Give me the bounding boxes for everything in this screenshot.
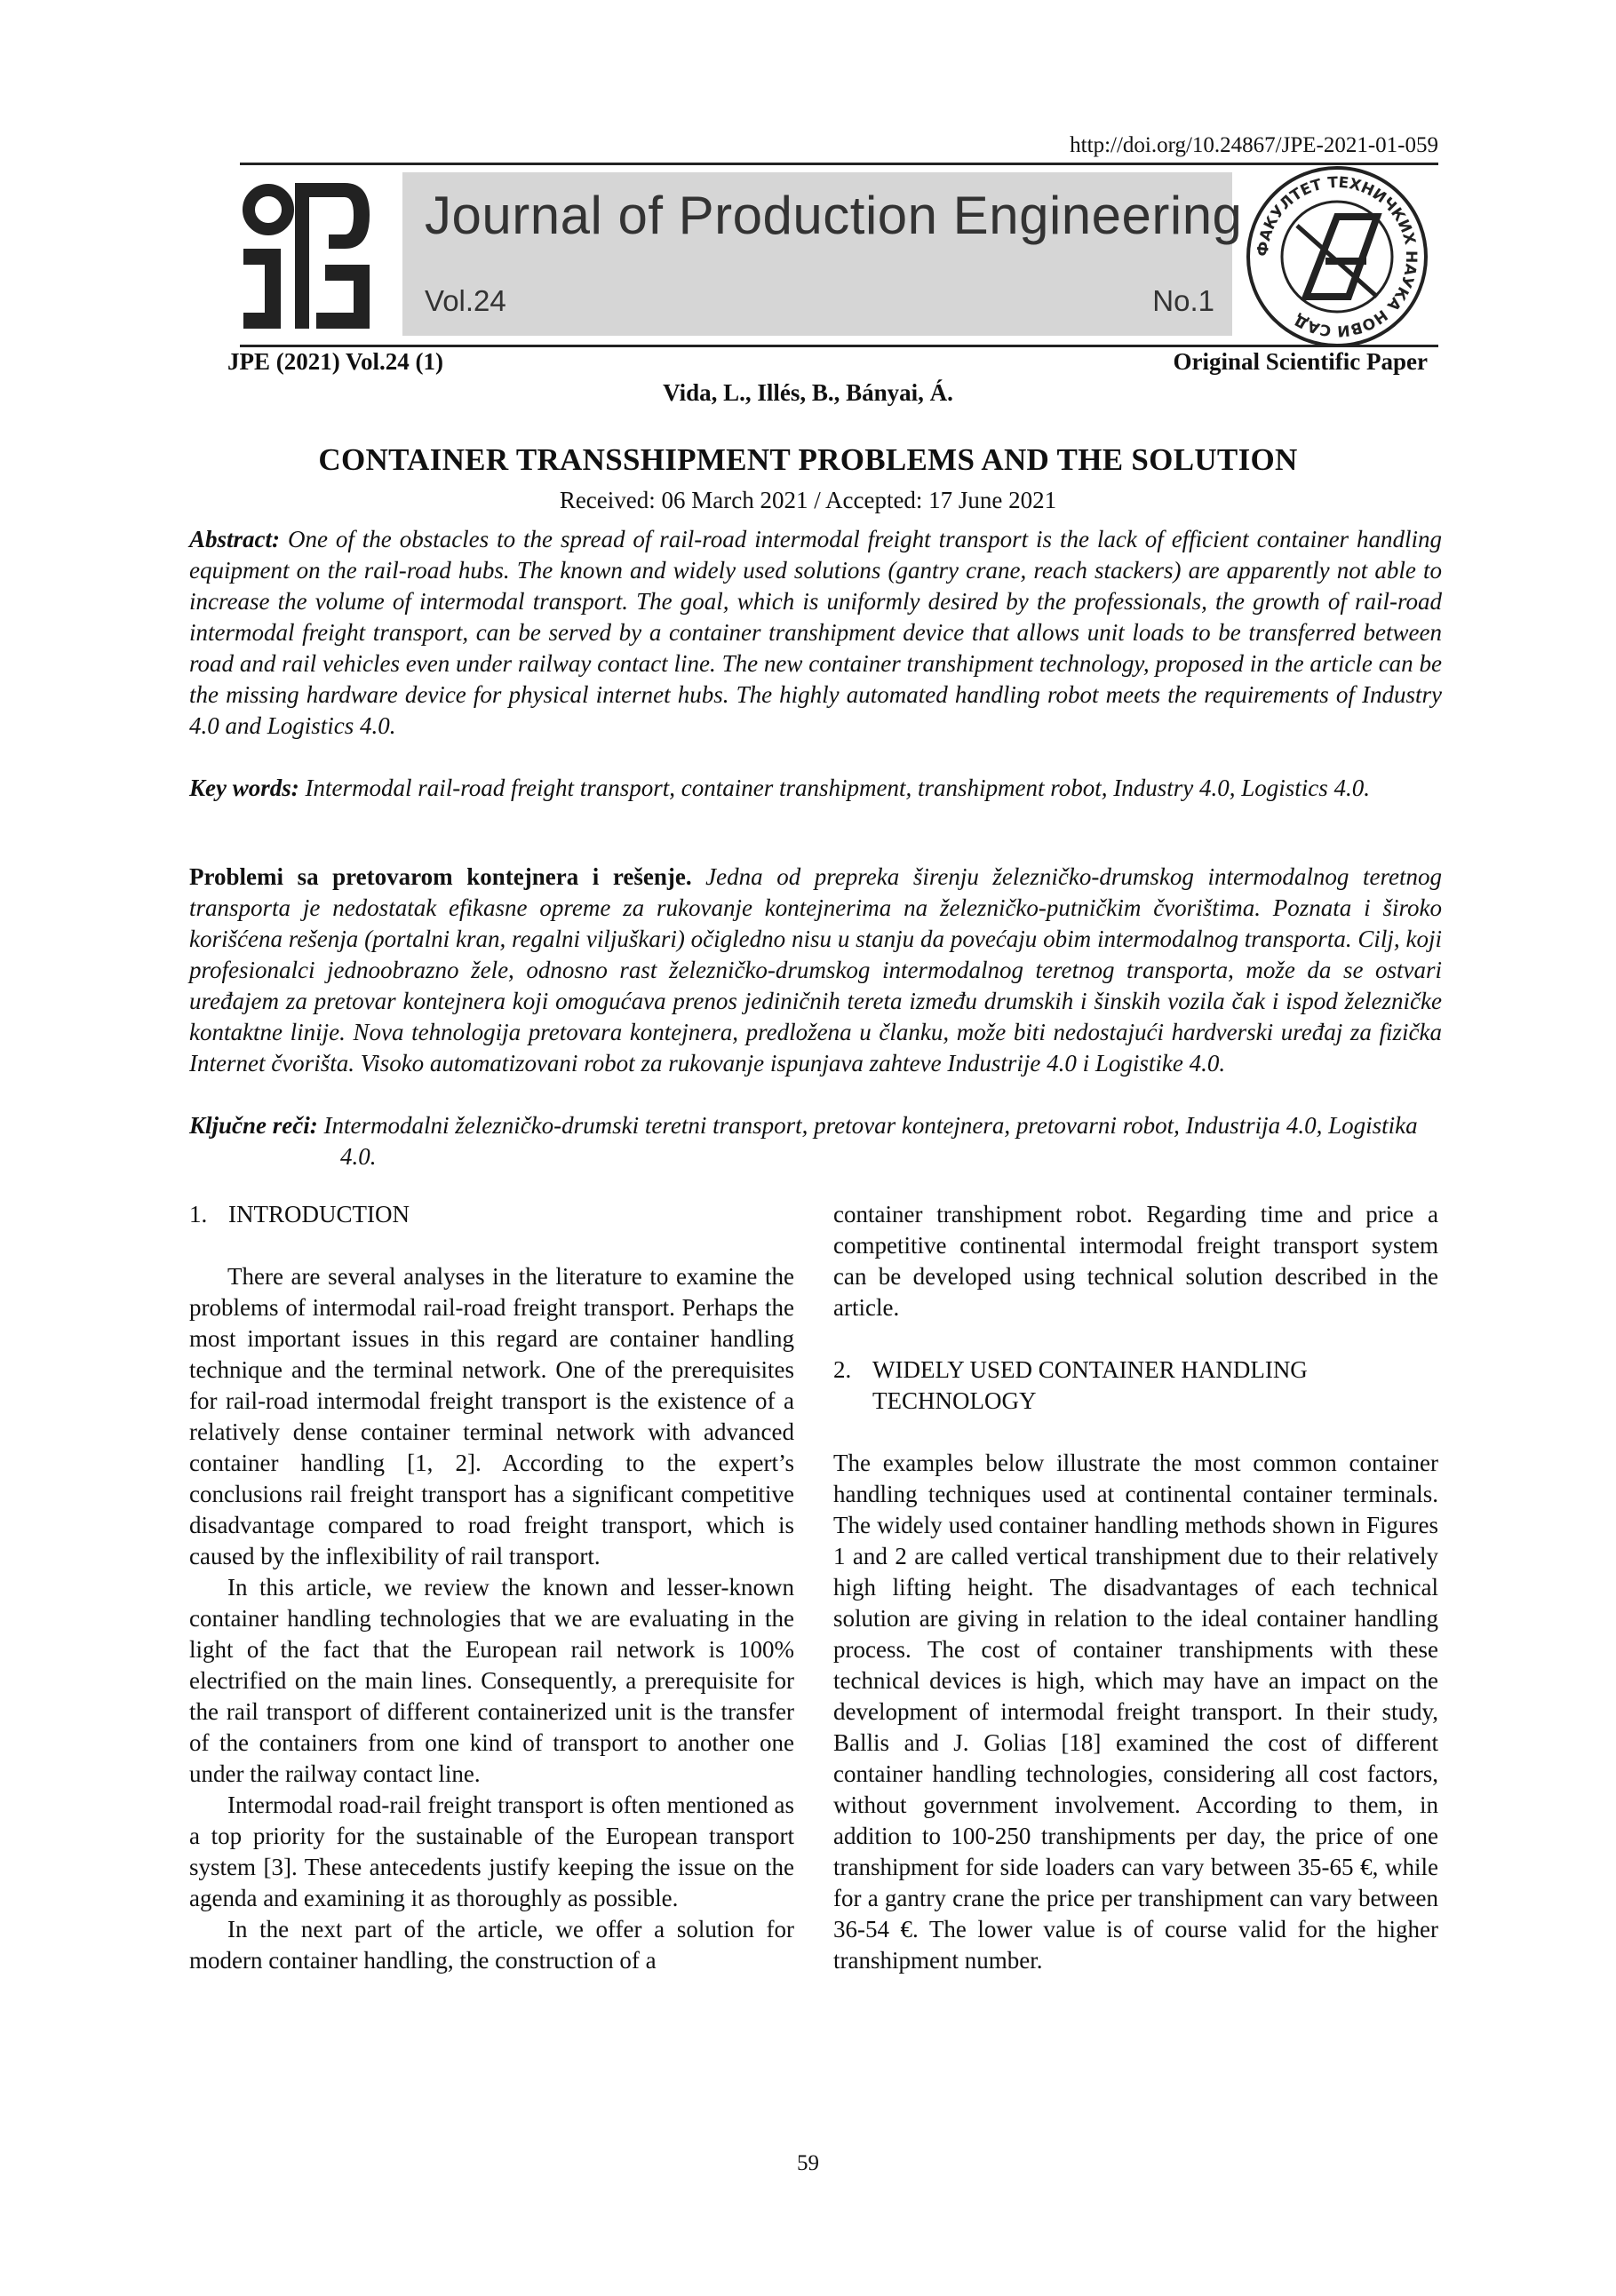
abstract-serbian-label: Problemi sa pretovarom kontejnera i rešenje. — [189, 863, 692, 890]
keywords-text: Intermodal rail-road freight transport, container transhipment, transhipment robot, Industry 4.0, Logistics 4.0. — [299, 775, 1371, 801]
doi-link[interactable]: http://doi.org/10.24867/JPE-2021-01-059 — [1070, 133, 1438, 157]
paragraph: Intermodal road-rail freight transport is often mentioned as a top priority for the sustainable of the European transport system [3]. These antecedents justify keeping the issue on the agenda and examining it as thoroughly as possible. — [189, 1792, 794, 1911]
section-2-heading — [833, 1355, 1438, 1417]
paper-type: Original Scientific Paper — [1173, 348, 1428, 375]
column-right — [833, 1199, 1438, 1976]
journal-banner — [240, 172, 1243, 336]
seal-text: ФАКУЛТЕТ ТЕХНИЧКИХ НАУКА НОВИ САД — [1254, 173, 1421, 340]
abstract-serbian-text: Jedna od prepreka širenju železničko-drumskog intermodalnog teretnog transporta je nedostatak efikasne opreme za rukovanje kontejnerima na železničko-putničkim čvorištima. Poznata i široko korišćena rešenja (portalni kran, regalni viljuškari) očigledno nisu u stanju da povećaju obim intermodalnog transporta. Cilj, koji profesionalci jednoobrazno žele, odnosno rast železničko-drumskog intermodalnog teretnog transporta, može da se ostvari uređajem za pretovar kontejnera koji omogućava prenos jediničnih tereta između drumskih i šinskih vozila čak i ispod železničke kontaktne linije. Nova tehnologija pretovara kontejnera, predložena u članku, može biti nedostajući hardverski uređaj za fizička Internet čvorišta. Visoko automatizovani robot za rukovanje ispunjava zahteve Industrije 4.0 i Logistike 4.0. — [189, 863, 1442, 1076]
header-rule-bottom — [240, 345, 1438, 347]
abstract-text: One of the obstacles to the spread of rail-road intermodal freight transport is the lack of efficient container handling equipment on the rail-road hubs. The known and widely used solutions (gantry crane, reach stackers) are apparently not able to increase the volume of intermodal transport. The goal, which is uniformly desired by the professionals, the growth of rail-road intermodal freight transport, can be served by a container transhipment device that allows unit loads to be transferred between road and rail vehicles even under railway contact line. The new container transhipment technology, proposed in the article can be the missing hardware device for physical internet hubs. The highly automated handling robot meets the requirements of Industry 4.0 and Logistics 4.0. — [189, 526, 1442, 739]
authors: Vida, L., Illés, B., Bányai, Á. — [663, 379, 953, 406]
paragraph: In the next part of the article, we offer a solution for modern container handling, the construction of a — [189, 1916, 794, 1974]
page-number: 59 — [797, 2151, 819, 2175]
abstract-serbian — [189, 862, 1442, 1079]
jpe-logo-icon — [240, 179, 373, 329]
abstract — [189, 524, 1442, 742]
section-2-number: 2. — [833, 1356, 852, 1383]
keywords-serbian-text: Intermodalni železničko-drumski teretni transport, pretovar kontejnera, pretovarni robot, Industrija 4.0, Logistika 4.0. — [317, 1112, 1418, 1170]
paragraph: In this article, we review the known and lesser-known container handling technologies that we are evaluating in the light of the fact that the European rail network is 100% electrified on the main lines. Consequently, a prerequisite for the rail transport of different containerized unit is the transfer of the containers from one kind of transport to another one under the railway contact line. — [189, 1574, 794, 1787]
journal-title-box — [402, 172, 1243, 336]
journal-title: Journal of Production Engineering — [425, 186, 1243, 245]
section-1-number: 1. — [189, 1201, 208, 1227]
svg-text:ФАКУЛТЕТ ТЕХНИЧКИХ НАУКА НОВИ — [1254, 174, 1420, 339]
received-dates: Received: 06 March 2021 / Accepted: 17 June 2021 — [559, 487, 1057, 513]
paper-title: CONTAINER TRANSSHIPMENT PROBLEMS AND THE SOLUTION — [318, 442, 1298, 477]
column-left — [189, 1199, 794, 1976]
keywords-serbian-label: Ključne reči: — [189, 1112, 318, 1139]
keywords-label: Key words: — [189, 775, 299, 801]
paragraph: There are several analyses in the literature to examine the problems of intermodal rail-road freight transport. Perhaps the most important issues in this regard are container handling technique and the terminal network. One of the prerequisites for rail-road intermodal freight transport is the existence of a relatively dense container terminal network with advanced container handling [1, 2]. According to the expert’s conclusions rail freight transport has a significant competitive disadvantage compared to road freight transport, which is caused by the inflexibility of rail transport. — [189, 1263, 794, 1569]
paragraph-continued: container transhipment robot. Regarding time and price a competitive continental intermodal freight transport system can be developed using technical solution described in the article. — [833, 1201, 1438, 1321]
section-2-title: WIDELY USED CONTAINER HANDLING TECHNOLOGY — [872, 1356, 1308, 1414]
faculty-seal-icon — [1244, 163, 1430, 350]
section-1-heading — [189, 1199, 794, 1230]
section-1-title: INTRODUCTION — [228, 1201, 410, 1227]
paragraph: The examples below illustrate the most common container handling techniques used at continental container terminals. The widely used container handling methods shown in Figures 1 and 2 are called vertical transhipment due to their relatively high lifting height. The disadvantages of each technical solution are giving in relation to the ideal container handling process. The cost of container transhipments with these technical devices is high, which may have an impact on the development of intermodal freight transport. In their study, Ballis and J. Golias [18] examined the cost of different container handling technologies, considering all cost factors, without government involvement. According to them, in addition to 100-250 transhipments per day, the price of one transhipment for side loaders can vary between 35-65 €, while for a gantry crane the price per transhipment can vary between 36-54 €. The lower value is of course valid for the higher transhipment number. — [833, 1450, 1438, 1974]
journal-volume: Vol.24 — [425, 284, 506, 317]
journal-citation: JPE (2021) Vol.24 (1) — [227, 348, 443, 375]
abstract-label: Abstract: — [189, 526, 281, 552]
journal-number: No.1 — [1152, 284, 1214, 317]
keywords-serbian — [189, 1110, 1442, 1172]
keywords — [189, 773, 1442, 804]
